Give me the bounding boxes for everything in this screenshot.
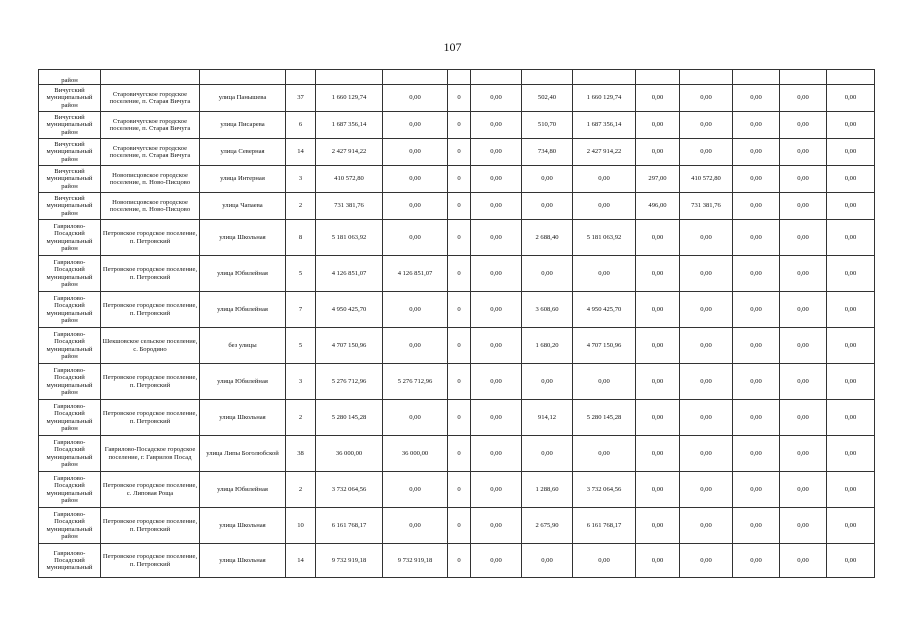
cell-c7: 0,00 (636, 256, 680, 292)
cell-c1: 4 126 851,07 (316, 256, 383, 292)
cell-c10: 0,00 (780, 139, 827, 166)
cell-c8: 410 572,80 (680, 166, 733, 193)
cell-c3: 0 (448, 112, 471, 139)
cell-c11: 0,00 (827, 544, 875, 578)
cell-street: улица Школьная (200, 544, 286, 578)
cell-c11: 0,00 (827, 328, 875, 364)
table-row (39, 139, 875, 166)
cell-c9: 0,00 (733, 139, 780, 166)
cell-c6: 0,00 (573, 544, 636, 578)
cell-c3: 0 (448, 139, 471, 166)
cell-c1: 3 732 064,56 (316, 472, 383, 508)
cell-c3: 0 (448, 220, 471, 256)
cell-c6: 2 427 914,22 (573, 139, 636, 166)
cell-c11: 0,00 (827, 436, 875, 472)
cell-district: Вичугский муниципальный район (39, 139, 101, 166)
cell-house: 6 (286, 112, 316, 139)
cell-c7: 0,00 (636, 436, 680, 472)
cell-c9: 0,00 (733, 400, 780, 436)
cell-c2: 4 126 851,07 (383, 256, 448, 292)
cell-c3: 0 (448, 508, 471, 544)
cell-c6: 5 181 063,92 (573, 220, 636, 256)
cell-c7: 0,00 (636, 472, 680, 508)
cell-settlement: Старовичугское городское поселение, п. Старая Вичуга (101, 85, 200, 112)
cell-c11: 0,00 (827, 364, 875, 400)
table-row (39, 220, 875, 256)
cell-c3: 0 (448, 85, 471, 112)
cell-c4: 0,00 (471, 400, 522, 436)
cell-c8: 0,00 (680, 85, 733, 112)
cell-c6: 4 950 425,70 (573, 292, 636, 328)
cell-district: Гаврилово-Посадский муниципальный район (39, 220, 101, 256)
cell-c8: 0,00 (680, 508, 733, 544)
cell-street: улица Липы Боголюбской (200, 436, 286, 472)
cell-street: улица Северная (200, 139, 286, 166)
cell-house: 2 (286, 400, 316, 436)
cell-c2: 0,00 (383, 508, 448, 544)
cell-street: улица Юбилейная (200, 256, 286, 292)
cell-c2: 5 276 712,96 (383, 364, 448, 400)
cell-c3: 0 (448, 292, 471, 328)
cell-street: улица Юбилейная (200, 364, 286, 400)
cell-house: 10 (286, 508, 316, 544)
cell-c5: 0,00 (522, 544, 573, 578)
cell-house: 5 (286, 256, 316, 292)
cell-c6: 1 660 129,74 (573, 85, 636, 112)
cell-c4: 0,00 (471, 112, 522, 139)
cell-c6: 0,00 (573, 193, 636, 220)
cell-c10: 0,00 (780, 292, 827, 328)
cell-district: Вичугский муниципальный район (39, 166, 101, 193)
cell-c1: 9 732 919,18 (316, 544, 383, 578)
cell-settlement: Новописцовское городское поселение, п. Ново-Писцово (101, 166, 200, 193)
cell-c10: 0,00 (780, 364, 827, 400)
cell-settlement: Петровское городское поселение, п. Петровский (101, 544, 200, 578)
cell-c3: 0 (448, 472, 471, 508)
cell-street: улица Школьная (200, 220, 286, 256)
cell-c7: 297,00 (636, 166, 680, 193)
cell-c11: 0,00 (827, 220, 875, 256)
cell-c4: 0,00 (471, 85, 522, 112)
cell-c1: 6 161 768,17 (316, 508, 383, 544)
cell-district: Гаврилово-Посадский муниципальный район (39, 256, 101, 292)
cell-street: улица Писарева (200, 112, 286, 139)
cell-c7: 496,00 (636, 193, 680, 220)
cell-district: Гаврилово-Посадский муниципальный (39, 544, 101, 578)
cell-c4: 0,00 (471, 544, 522, 578)
cell-house: 5 (286, 328, 316, 364)
cell-c8: 731 381,76 (680, 193, 733, 220)
cell-c10: 0,00 (780, 85, 827, 112)
cell-c1: 2 427 914,22 (316, 139, 383, 166)
cell-street: улица Панышева (200, 85, 286, 112)
cell-c11: 0,00 (827, 139, 875, 166)
cell-district: Гаврилово-Посадский муниципальный район (39, 472, 101, 508)
cell-c5: 2 688,40 (522, 220, 573, 256)
cell-c1: 410 572,80 (316, 166, 383, 193)
cell-c5: 914,12 (522, 400, 573, 436)
cell-c6: 5 280 145,28 (573, 400, 636, 436)
cell-c1: 731 381,76 (316, 193, 383, 220)
cell-settlement: Петровское городское поселение, п. Петровский (101, 256, 200, 292)
cell-house: 2 (286, 472, 316, 508)
cell-c2: 0,00 (383, 193, 448, 220)
cell-c9: 0,00 (733, 292, 780, 328)
cell-c1: 5 280 145,28 (316, 400, 383, 436)
table-row (39, 472, 875, 508)
cell-c2: 0,00 (383, 292, 448, 328)
cell-c4: 0,00 (471, 328, 522, 364)
cell-c11: 0,00 (827, 400, 875, 436)
cell-district: Гаврилово-Посадский муниципальный район (39, 400, 101, 436)
cell-c4: 0,00 (471, 436, 522, 472)
cell-c8: 0,00 (680, 112, 733, 139)
cell-c3: 0 (448, 436, 471, 472)
cell-c8: 0,00 (680, 544, 733, 578)
table-row (39, 508, 875, 544)
cell-district: Гаврилово-Посадский муниципальный район (39, 508, 101, 544)
cell-c6: 0,00 (573, 364, 636, 400)
cell-c3: 0 (448, 364, 471, 400)
cell-c7: 0,00 (636, 364, 680, 400)
cell-c5: 502,40 (522, 85, 573, 112)
cell-district: Гаврилово-Посадский муниципальный район (39, 328, 101, 364)
cell-c5: 0,00 (522, 436, 573, 472)
cell-house: 14 (286, 544, 316, 578)
cell-house: 2 (286, 193, 316, 220)
cell-c8: 0,00 (680, 256, 733, 292)
cell-c5: 0,00 (522, 166, 573, 193)
table-row (39, 436, 875, 472)
cell-c9: 0,00 (733, 256, 780, 292)
cell-c5: 1 288,60 (522, 472, 573, 508)
cell-c8: 0,00 (680, 328, 733, 364)
cell-c8: 0,00 (680, 292, 733, 328)
cell-street: без улицы (200, 328, 286, 364)
cell-street: улица Школьная (200, 400, 286, 436)
cell-c9: 0,00 (733, 193, 780, 220)
cell-c8: 0,00 (680, 472, 733, 508)
cell-settlement: Петровское городское поселение, п. Петровский (101, 220, 200, 256)
cell-c8: 0,00 (680, 400, 733, 436)
cell-c4: 0,00 (471, 256, 522, 292)
cell-street: улица Юбилейная (200, 292, 286, 328)
table-row (39, 292, 875, 328)
cell-c11: 0,00 (827, 112, 875, 139)
cell-district: Вичугский муниципальный район (39, 85, 101, 112)
cell-c3: 0 (448, 400, 471, 436)
cell-c2: 9 732 919,18 (383, 544, 448, 578)
cell-settlement: Петровское городское поселение, п. Петровский (101, 400, 200, 436)
cell-house: 7 (286, 292, 316, 328)
cell-c2: 36 000,00 (383, 436, 448, 472)
table-row (39, 166, 875, 193)
cell-c10: 0,00 (780, 436, 827, 472)
cell-c9: 0,00 (733, 436, 780, 472)
cell-settlement: Петровское городское поселение, п. Петровский (101, 508, 200, 544)
table-row (39, 85, 875, 112)
cell-settlement: Гаврилово-Посадское городское поселение, г. Гаврилов Посад (101, 436, 200, 472)
cell-settlement: Петровское городское поселение, п. Петровский (101, 364, 200, 400)
cell-c9: 0,00 (733, 166, 780, 193)
cell-c5: 510,70 (522, 112, 573, 139)
cell-c10: 0,00 (780, 193, 827, 220)
cell-c1: 1 687 356,14 (316, 112, 383, 139)
cell-district: Гаврилово-Посадский муниципальный район (39, 364, 101, 400)
cell-c2: 0,00 (383, 328, 448, 364)
cell-c11: 0,00 (827, 85, 875, 112)
cell-c10: 0,00 (780, 220, 827, 256)
cell-c7: 0,00 (636, 220, 680, 256)
cell-c7: 0,00 (636, 112, 680, 139)
cell-c4: 0,00 (471, 220, 522, 256)
cell-c8: 0,00 (680, 139, 733, 166)
table-row (39, 112, 875, 139)
cell-c2: 0,00 (383, 400, 448, 436)
cell-c8: 0,00 (680, 364, 733, 400)
cell-house: 38 (286, 436, 316, 472)
cell-c8: 0,00 (680, 436, 733, 472)
cell-c1: 36 000,00 (316, 436, 383, 472)
table-row (39, 364, 875, 400)
cell-settlement: Петровское городское поселение, с. Липовая Роща (101, 472, 200, 508)
cell-c4: 0,00 (471, 193, 522, 220)
cell-c4: 0,00 (471, 292, 522, 328)
cell-c1: 5 181 063,92 (316, 220, 383, 256)
cell-c5: 734,80 (522, 139, 573, 166)
cell-c6: 4 707 150,96 (573, 328, 636, 364)
cell-c9: 0,00 (733, 544, 780, 578)
cell-c5: 3 608,60 (522, 292, 573, 328)
cell-c10: 0,00 (780, 472, 827, 508)
cell-c9: 0,00 (733, 112, 780, 139)
cell-district: Гаврилово-Посадский муниципальный район (39, 292, 101, 328)
cell-c11: 0,00 (827, 472, 875, 508)
cell-c5: 1 680,20 (522, 328, 573, 364)
cell-c2: 0,00 (383, 166, 448, 193)
cell-c4: 0,00 (471, 508, 522, 544)
cell-district: район (39, 70, 101, 85)
cell-c1: 4 950 425,70 (316, 292, 383, 328)
cell-c3: 0 (448, 166, 471, 193)
cell-district: Вичугский муниципальный район (39, 112, 101, 139)
cell-c6: 6 161 768,17 (573, 508, 636, 544)
data-table (38, 69, 875, 578)
cell-c1: 4 707 150,96 (316, 328, 383, 364)
cell-c3: 0 (448, 328, 471, 364)
cell-house: 8 (286, 220, 316, 256)
cell-c7: 0,00 (636, 544, 680, 578)
cell-c1: 1 660 129,74 (316, 85, 383, 112)
cell-c3: 0 (448, 256, 471, 292)
cell-c4: 0,00 (471, 139, 522, 166)
cell-district: Гаврилово-Посадский муниципальный район (39, 436, 101, 472)
cell-c4: 0,00 (471, 472, 522, 508)
cell-c7: 0,00 (636, 85, 680, 112)
cell-c7: 0,00 (636, 328, 680, 364)
cell-c2: 0,00 (383, 472, 448, 508)
cell-c9: 0,00 (733, 364, 780, 400)
cell-c9: 0,00 (733, 328, 780, 364)
cell-c9: 0,00 (733, 508, 780, 544)
cell-c11: 0,00 (827, 256, 875, 292)
cell-c2: 0,00 (383, 220, 448, 256)
page-number: 107 (443, 40, 462, 54)
cell-c6: 0,00 (573, 436, 636, 472)
cell-street: улица Юбилейная (200, 472, 286, 508)
table-row (39, 70, 875, 85)
cell-settlement: Новописцовское городское поселение, п. Ново-Писцово (101, 193, 200, 220)
cell-c9: 0,00 (733, 472, 780, 508)
cell-c6: 3 732 064,56 (573, 472, 636, 508)
table-row (39, 256, 875, 292)
cell-house: 14 (286, 139, 316, 166)
cell-c7: 0,00 (636, 400, 680, 436)
cell-c5: 0,00 (522, 256, 573, 292)
table-row (39, 544, 875, 578)
cell-c1: 5 276 712,96 (316, 364, 383, 400)
cell-c2: 0,00 (383, 139, 448, 166)
cell-street: улица Интерная (200, 166, 286, 193)
cell-c9: 0,00 (733, 85, 780, 112)
cell-c3: 0 (448, 544, 471, 578)
cell-c5: 0,00 (522, 193, 573, 220)
cell-c2: 0,00 (383, 112, 448, 139)
cell-c11: 0,00 (827, 508, 875, 544)
cell-c2: 0,00 (383, 85, 448, 112)
table-row (39, 400, 875, 436)
cell-c6: 0,00 (573, 166, 636, 193)
cell-c6: 0,00 (573, 256, 636, 292)
cell-c10: 0,00 (780, 166, 827, 193)
cell-settlement: Петровское городское поселение, п. Петровский (101, 292, 200, 328)
cell-district: Вичугский муниципальный район (39, 193, 101, 220)
cell-c10: 0,00 (780, 112, 827, 139)
cell-c5: 0,00 (522, 364, 573, 400)
cell-c10: 0,00 (780, 544, 827, 578)
cell-c11: 0,00 (827, 292, 875, 328)
cell-settlement: Старовичугское городское поселение, п. Старая Вичуга (101, 139, 200, 166)
cell-c7: 0,00 (636, 508, 680, 544)
cell-c5: 2 675,90 (522, 508, 573, 544)
cell-c8: 0,00 (680, 220, 733, 256)
cell-c3: 0 (448, 193, 471, 220)
cell-c10: 0,00 (780, 256, 827, 292)
cell-c7: 0,00 (636, 292, 680, 328)
cell-house: 3 (286, 166, 316, 193)
cell-c10: 0,00 (780, 328, 827, 364)
cell-street: улица Школьная (200, 508, 286, 544)
cell-c11: 0,00 (827, 193, 875, 220)
cell-house: 3 (286, 364, 316, 400)
cell-settlement: Старовичугское городское поселение, п. Старая Вичуга (101, 112, 200, 139)
table-row (39, 193, 875, 220)
table-row (39, 328, 875, 364)
cell-street: улица Чапаева (200, 193, 286, 220)
cell-house: 37 (286, 85, 316, 112)
cell-c7: 0,00 (636, 139, 680, 166)
cell-c10: 0,00 (780, 400, 827, 436)
cell-settlement: Шекшовское сельское поселение, с. Бородино (101, 328, 200, 364)
cell-c4: 0,00 (471, 166, 522, 193)
cell-c11: 0,00 (827, 166, 875, 193)
cell-c10: 0,00 (780, 508, 827, 544)
cell-c6: 1 687 356,14 (573, 112, 636, 139)
cell-c9: 0,00 (733, 220, 780, 256)
cell-c4: 0,00 (471, 364, 522, 400)
